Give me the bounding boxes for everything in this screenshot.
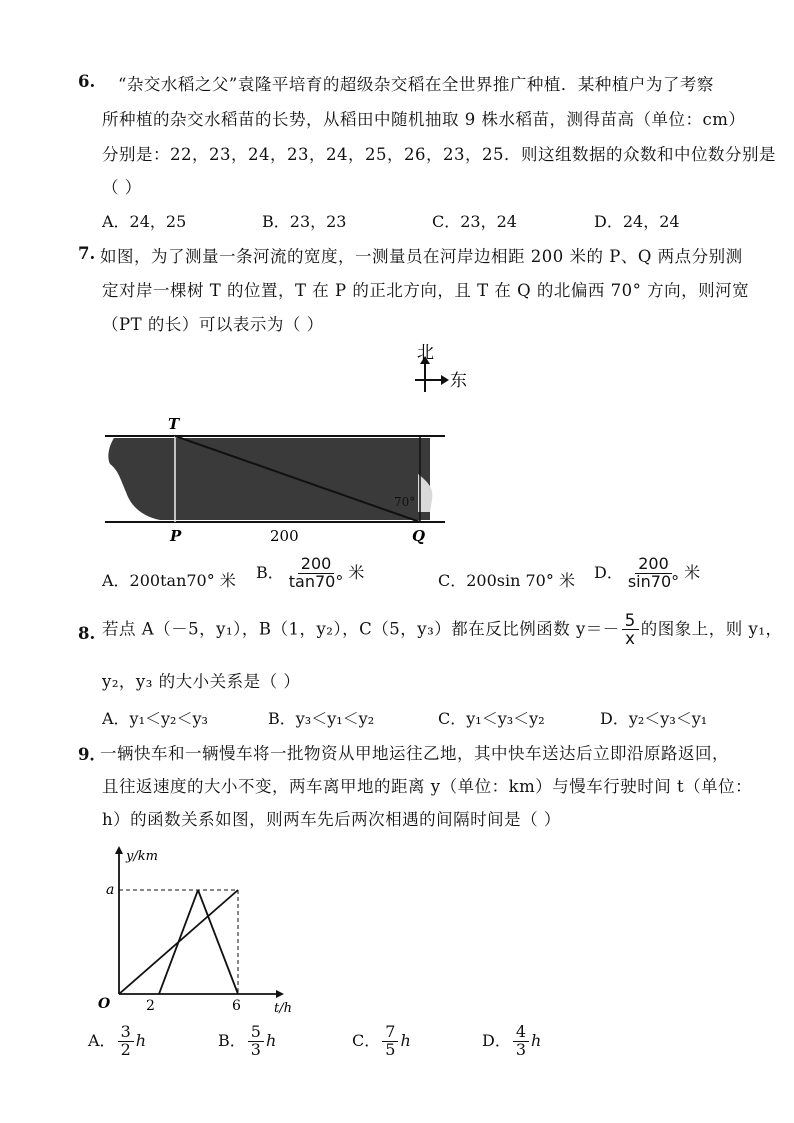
q6-number: 6. [78, 72, 96, 91]
q6-option-d[interactable]: D．24，24 [594, 212, 680, 231]
q7-option-b-fraction [286, 556, 347, 591]
q7-option-d[interactable] [594, 556, 700, 591]
q9-option-a-denominator: 2 [120, 1039, 131, 1059]
q8-fraction-numerator: 5 [622, 612, 639, 630]
q9-option-a-prefix: A． [88, 1030, 116, 1050]
q6-answer-blank: （ ） [102, 178, 142, 197]
q8-option-d[interactable]: D．y₂＜y₃＜y₁ [600, 709, 708, 728]
q9-option-d-fraction [513, 1024, 529, 1059]
q9-option-c-fraction [382, 1024, 398, 1059]
q7-option-a[interactable]: A．200tan70° 米 [102, 571, 236, 590]
q9-option-b[interactable] [218, 1024, 276, 1059]
y-value-a-label: a [106, 882, 115, 898]
q9-option-c-unit: h [400, 1030, 411, 1050]
q9-text-line3: h）的函数关系如图，则两车先后两次相遇的间隔时间是（ ） [102, 810, 561, 829]
q8-option-c[interactable]: C．y₁＜y₃＜y₂ [438, 709, 545, 728]
q8-text-line1-a: 若点 A（－5，y₁），B（1，y₂），C（5，y₃）都在反比例函数 y＝－ [102, 619, 620, 639]
q7-number: 7. [78, 244, 96, 263]
q9-option-a-numerator: 3 [118, 1024, 134, 1042]
q7-option-d-prefix: D． [594, 562, 623, 582]
x-tick-6: 6 [232, 998, 241, 1014]
q9-option-b-numerator: 5 [248, 1024, 264, 1042]
q7-text-line2: 定对岸一棵树 T 的位置，T 在 P 的正北方向，且 T 在 Q 的北偏西 70° 方向，则河宽 [102, 281, 750, 300]
distance-label: 200 [270, 527, 299, 545]
river-diagram [100, 412, 450, 547]
q8-fraction-denominator: x [625, 629, 636, 649]
q8-function-fraction [622, 612, 639, 648]
q7-option-b-numerator: 200 [298, 556, 335, 574]
q9-option-d-prefix: D． [482, 1030, 511, 1050]
q9-option-a-unit: h [135, 1030, 147, 1050]
q7-option-b-unit: 米 [348, 562, 365, 582]
q7-option-b[interactable] [256, 556, 364, 591]
origin-label: O [98, 996, 111, 1012]
q6-option-b[interactable]: B．23，23 [262, 212, 347, 231]
q9-text-line1: 一辆快车和一辆慢车将一批物资从甲地运往乙地，其中快车送达后立即沿原路返回， [100, 744, 729, 763]
distance-time-graph [86, 842, 306, 1017]
q9-number: 9． [78, 745, 106, 764]
q7-option-d-denominator: sin70° [627, 571, 680, 591]
compass-diagram [405, 340, 475, 400]
point-p-label: P [170, 527, 182, 545]
x-tick-2: 2 [146, 998, 155, 1014]
q7-option-d-numerator: 200 [635, 556, 672, 574]
compass-north-label: 北 [417, 343, 434, 363]
x-axis-label: t/h [274, 1001, 292, 1016]
q9-option-b-fraction [248, 1024, 264, 1059]
q7-option-c[interactable]: C．200sin 70° 米 [438, 571, 575, 590]
q9-option-a-fraction [118, 1024, 134, 1059]
y-axis-label: y/km [126, 849, 158, 864]
point-q-label: Q [412, 527, 426, 545]
compass-east-label: 东 [450, 371, 467, 391]
q6-text-line1: “杂交水稻之父”袁隆平培育的超级杂交稻在全世界推广种植．某种植户为了考察 [118, 75, 714, 94]
q8-text-line1-b: 的图象上，则 y₁， [640, 619, 783, 639]
q7-option-d-unit: 米 [684, 562, 701, 582]
q6-option-a[interactable]: A．24，25 [102, 212, 187, 231]
q9-option-a[interactable] [88, 1024, 146, 1059]
q9-option-d[interactable] [482, 1024, 541, 1059]
q7-option-b-denominator: tan70° [288, 571, 344, 591]
q9-option-c-prefix: C． [352, 1030, 381, 1050]
q9-option-c-denominator: 5 [385, 1039, 396, 1059]
q8-option-b[interactable]: B．y₃＜y₁＜y₂ [268, 709, 375, 728]
q7-option-b-prefix: B． [256, 562, 284, 582]
q6-option-c[interactable]: C．23，24 [432, 212, 517, 231]
q8-text-line2: y₂，y₃ 的大小关系是（ ） [102, 672, 301, 691]
q7-option-d-fraction [625, 556, 682, 591]
q9-option-c[interactable] [352, 1024, 411, 1059]
q6-text-line2: 所种植的杂交水稻苗的长势，从稻田中随机抽取 9 株水稻苗，测得苗高（单位：cm） [102, 110, 746, 129]
q7-text-line1: 如图，为了测量一条河流的宽度，一测量员在河岸边相距 200 米的 P、Q 两点分别测 [100, 247, 743, 266]
point-t-label: T [168, 415, 180, 433]
q9-option-b-unit: h [265, 1030, 277, 1050]
q9-option-d-numerator: 4 [513, 1024, 529, 1042]
angle-label: 70° [394, 495, 416, 509]
q9-option-d-denominator: 3 [515, 1039, 527, 1059]
q8-number: 8. [78, 624, 96, 643]
q9-option-b-prefix: B． [218, 1030, 246, 1050]
q6-text-line3: 分别是：22，23，24，23，24，25，26，23，25．则这组数据的众数和中位数分别是 [102, 145, 776, 164]
q9-text-line2: 且往返速度的大小不变，两车离甲地的距离 y（单位：km）与慢车行驶时间 t（单位： [102, 777, 753, 796]
q9-option-b-denominator: 3 [250, 1039, 261, 1059]
q8-option-a[interactable]: A．y₁＜y₂＜y₃ [102, 709, 208, 728]
q8-text-line1 [102, 612, 782, 648]
q7-text-line3: （PT 的长）可以表示为（ ） [102, 315, 324, 334]
q9-option-d-unit: h [531, 1030, 542, 1050]
q9-option-c-numerator: 7 [382, 1024, 398, 1042]
